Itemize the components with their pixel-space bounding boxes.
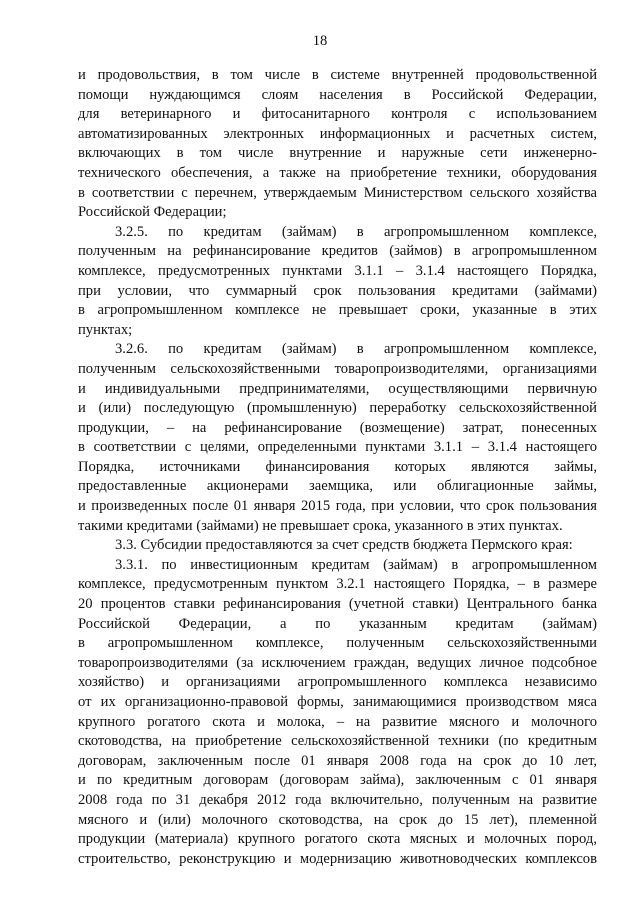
text-line: и продовольствия, в том числе в системе внутренней продовольственной xyxy=(78,67,597,83)
text-line: продукции (материала) крупного рогатого скота мясных и молочных пород, xyxy=(78,831,597,848)
text-line: при условии, что суммарный срок пользования кредитами (займами) xyxy=(78,282,597,299)
text-line: 3.3. Субсидии предоставляются за счет средств бюджета Пермского края: xyxy=(115,537,573,554)
text-line: полученным сельскохозяйственными товаропроизводителями, организациями xyxy=(78,360,597,377)
text-line: автоматизированных электронных информационных и расчетных систем, xyxy=(78,125,597,142)
page-number: 18 xyxy=(312,33,328,49)
text-line: включающих в том числе внутренние и наружные сети инженерно- xyxy=(78,145,597,162)
text-line: технического обеспечения, а также на приобретение техники, оборудования xyxy=(78,164,597,181)
text-line: продукции, – на рефинансирование (возмещение) затрат, понесенных xyxy=(78,419,597,436)
text-line: строительство, реконструкцию и модернизацию животноводческих комплексов xyxy=(78,850,597,867)
text-line: мясного и (или) молочного скотоводства, на срок до 15 лет), племенной xyxy=(78,811,597,828)
text-line: скотоводства, на приобретение сельскохозяйственной техники (по кредитным xyxy=(78,733,597,750)
text-line: 3.3.1. по инвестиционным кредитам (займам) в агропромышленном xyxy=(115,556,597,573)
text-line: комплексе, предусмотренных пунктами 3.1.1 – 3.1.4 настоящего Порядка, xyxy=(78,262,597,279)
text-line: и по кредитным договорам (договорам займа), заключенным с 01 января xyxy=(78,772,597,789)
text-line: Российской Федерации; xyxy=(78,204,227,221)
text-line: такими кредитами (займами) не превышает срока, указанного в этих пунктах. xyxy=(78,517,563,534)
text-line: в соответствии с целями, определенными пунктами 3.1.1 – 3.1.4 настоящего xyxy=(78,439,597,456)
text-line: 3.2.6. по кредитам (займам) в агропромышленном комплексе, xyxy=(115,341,597,358)
text-line: Порядка, источниками финансирования которых являются займы, xyxy=(78,458,597,475)
text-line: для ветеринарного и фитосанитарного контроля с использованием xyxy=(78,106,597,123)
text-line: помощи нуждающимся слоям населения в Российской Федерации, xyxy=(78,86,597,103)
text-line: и (или) последующую (промышленную) переработку сельскохозяйственной xyxy=(78,400,597,417)
text-line: товаропроизводителями (за исключением граждан, ведущих личное подсобное xyxy=(78,654,597,671)
text-line: крупного рогатого скота и молока, – на развитие мясного и молочного xyxy=(78,713,597,730)
text-line: комплексе, предусмотренным пунктом 3.2.1 настоящего Порядка, – в размере xyxy=(78,576,597,593)
text-line: 3.2.5. по кредитам (займам) в агропромышленном комплексе, xyxy=(115,223,597,240)
text-line: предоставленные акционерами заемщика, или облигационные займы, xyxy=(78,478,597,495)
text-line: в соответствии с перечнем, утверждаемым Министерством сельского хозяйства xyxy=(78,184,597,201)
text-line: договорам, заключенным после 01 января 2008 года на срок до 10 лет, xyxy=(78,752,597,769)
text-line: в агропромышленном комплексе, полученным сельскохозяйственными xyxy=(78,635,597,652)
text-line: Российской Федерации, а по указанным кредитам (займам) xyxy=(78,615,597,632)
text-line: полученным на рефинансирование кредитов (займов) в агропромышленном xyxy=(78,243,597,260)
text-line: 2008 года по 31 декабря 2012 года включительно, полученным на развитие xyxy=(78,791,597,808)
text-line: 20 процентов ставки рефинансирования (учетной ставки) Центрального банка xyxy=(78,596,597,613)
text-line: от их организационно-правовой формы, занимающимися производством мяса xyxy=(78,694,597,710)
text-line: в агропромышленном комплексе не превышает сроки, указанные в этих xyxy=(78,302,597,319)
text-line: хозяйство) и организациями агропромышленного комплекса независимо xyxy=(78,674,597,691)
text-line: и индивидуальными предпринимателями, осуществляющими первичную xyxy=(78,380,597,397)
document-body xyxy=(78,66,597,869)
text-line: и произведенных после 01 января 2015 года, при условии, что срок пользования xyxy=(78,498,597,515)
text-line: пунктах; xyxy=(78,321,133,338)
